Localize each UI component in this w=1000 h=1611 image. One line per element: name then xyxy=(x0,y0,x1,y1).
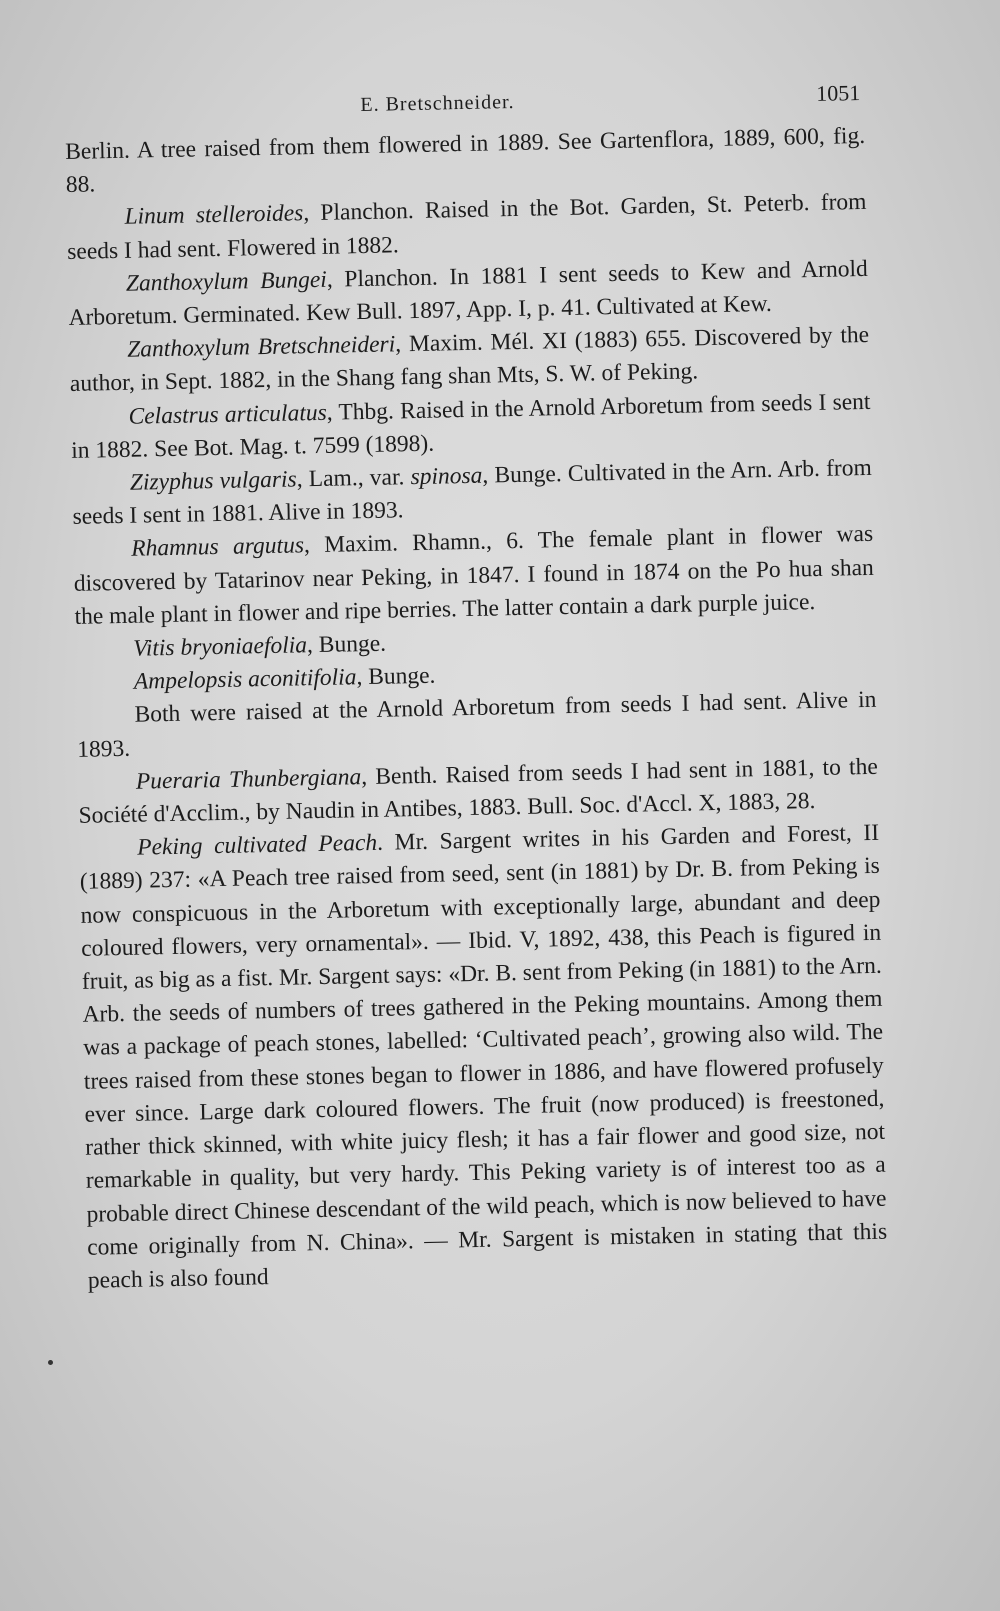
text-run: , Bunge. Cultivated in the Arn. Arb. from seeds I sent in 1881. Alive in 1893. xyxy=(72,454,872,531)
text-run: , Maxim. Rhamn., 6. The female plant in flower was discovered by Tatarinov near Peking, in 1847. I found in 1874 on the Po hua shan the male plant in flower and ripe berries. The latter contain a dark purple juice. xyxy=(73,521,875,630)
species-name: Peking cultivated Peach xyxy=(136,830,378,861)
species-name: Ampelopsis aconitifolia xyxy=(133,664,357,695)
text-run: , Maxim. Mél. XI (1883) 655. Discovered by the author, in Sept. 1882, in the Shang fang shan Mts, S. W. of Peking. xyxy=(69,322,870,398)
text-run: , Planchon. In 1881 I sent seeds to Kew and Arnold Arboretum. Germinated. Kew Bull. 1897, App. I, p. 41. Cultivated at Kew. xyxy=(68,255,869,331)
text-run: . Mr. Sargent writes in his Garden and Forest, II (1889) 237: «A Peach tree raised from seed, sent (in 1881) by Dr. B. from Peking is now conspicuous in the Arboretum with exceptionally large, abundant and deep coloured flowers, very ornamental». — Ibid. V, 1892, 438, this Peach is figured in fruit, as big as a fist. Mr. Sargent says: «Dr. B. sent from Peking (in 1881) to the Arn. Arb. the seeds of numbers of trees gathered in the Peking mountains. Among them was a package of peach stones, labelled: ‘Cultivated peach’, growing also wild. The trees raised from these stones began to flower in 1886, and have flowered profusely ever since. Large dark coloured flowers. The fruit (now produced) is freestoned, rather thick skinned, with white juicy flesh; it has a fair flower and good size, not remarkable in quality, but very hardy. This Peking variety is of interest too as a probable direct Chinese descendant of the wild peach, which is now believed to have come originally from N. China». — Mr. Sargent is mistaken in stating that this peach is also found xyxy=(79,820,888,1294)
species-name: Zanthoxylum Bretschneideri xyxy=(126,331,396,363)
species-name: Celastrus articulatus xyxy=(128,399,327,430)
species-name: Linum stelleroides xyxy=(124,200,304,231)
species-name: spinosa xyxy=(410,462,483,491)
page-text-block xyxy=(64,74,888,1298)
species-name: Pueraria Thunbergiana xyxy=(135,764,362,795)
text-run: Both were raised at the Arnold Arboretum from seeds I had sent. Alive in 1893. xyxy=(76,687,877,763)
paragraph xyxy=(79,817,888,1298)
species-name: Zizyphus vulgaris xyxy=(129,466,297,496)
text-run: Berlin. A tree raised from them flowered in 1889. See Gartenflora, 1889, 600, fig. 88. xyxy=(64,122,866,199)
text-run: , Lam., var. xyxy=(296,464,411,493)
body-text xyxy=(65,120,888,1298)
text-run: , Thbg. Raised in the Arnold Arboretum from seeds I sent in 1882. See Bot. Mag. t. 7599 (1898). xyxy=(70,388,871,464)
text-run: , Bunge. xyxy=(306,630,387,659)
text-run: , Benth. Raised from seeds I had sent in 1881, to the Société d'Acclim., by Naudin in Antibes, 1883. Bull. Soc. d'Accl. X, 1883, 28. xyxy=(78,753,879,829)
species-name: Rhamnus argutus xyxy=(130,532,305,563)
species-name: Zanthoxylum Bungei xyxy=(125,266,328,297)
paragraph xyxy=(73,518,875,634)
species-name: Vitis bryoniaefolia xyxy=(132,632,308,662)
text-run: , Bunge. xyxy=(356,662,436,691)
page-number: 1051 xyxy=(815,80,861,106)
running-head-author: E. Bretschneider. xyxy=(360,90,515,117)
text-run: , Planchon. Raised in the Bot. Garden, St. Peterb. from seeds I had sent. Flowered in 1882. xyxy=(66,189,867,265)
print-speck xyxy=(48,1360,53,1365)
